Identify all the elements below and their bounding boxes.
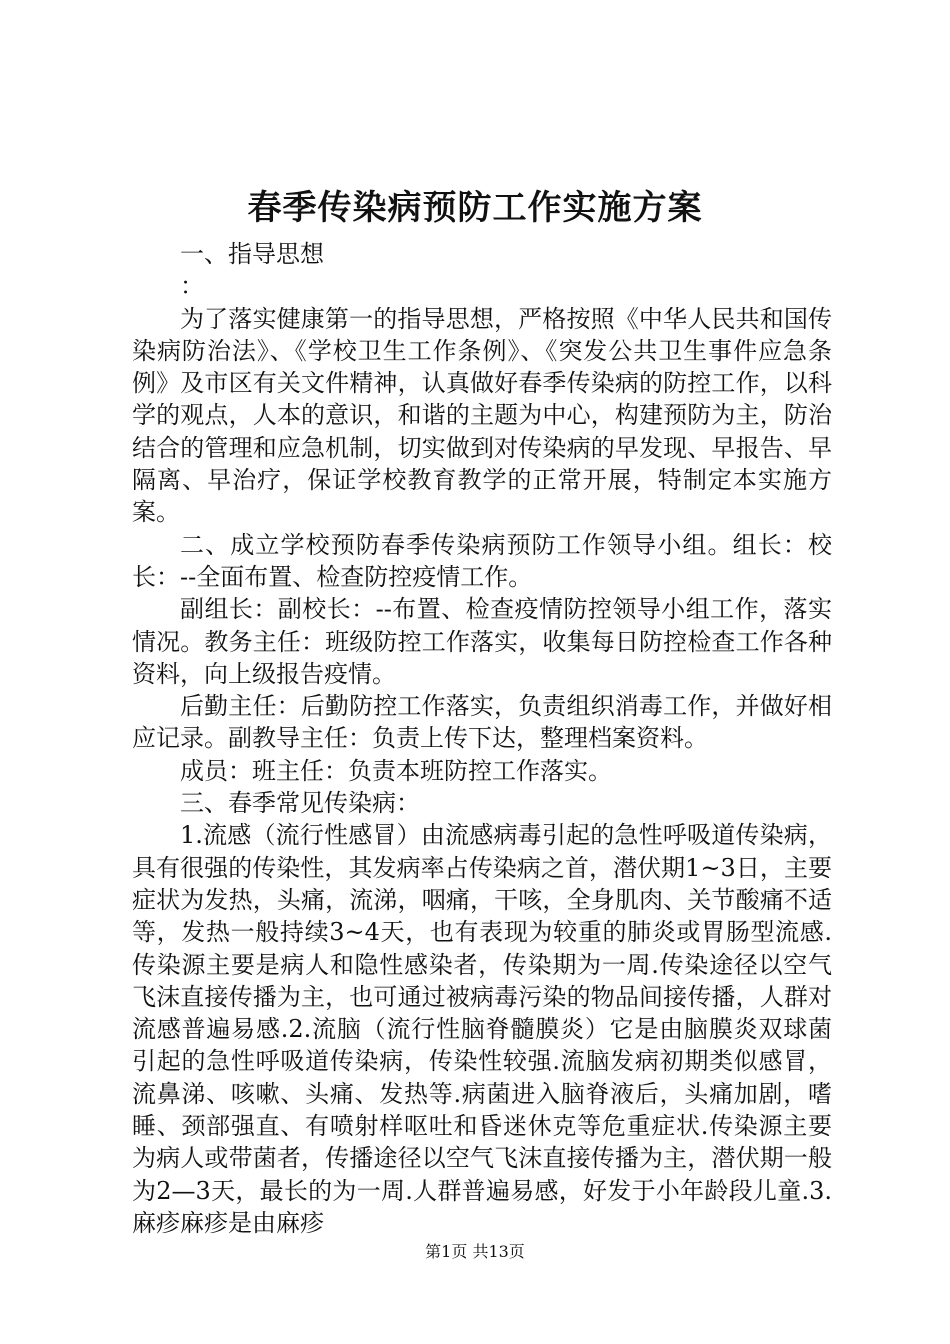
document-body [132,238,832,1239]
page-footer: 第1页 共13页 [425,1242,525,1261]
paragraph-logistics: 后勤主任：后勤防控工作落实，负责组织消毒工作，并做好相应记录。副教导主任：负责上传下达，整理档案资料。 [132,692,832,753]
paragraph-purpose: 为了落实健康第一的指导思想，严格按照《中华人民共和国传染病防治法》、《学校卫生工作条例》、《突发公共卫生事件应急条例》及市区有关文件精神，认真做好春季传染病的防控工作，以科学的观点，人本的意识，和谐的主题为中心，构建预防为主，防治结合的管理和应急机制，切实做到对传染病的早发现、早报告、早隔离、早治疗，保证学校教育教学的正常开展，特制定本实施方案。 [132,304,832,527]
section-heading-guiding-ideology: 一、指导思想 [180,240,324,268]
section-heading-common-diseases: 三、春季常见传染病： [180,789,420,818]
paragraph-members: 成员：班主任：负责本班防控工作落实。 [180,756,612,785]
paragraph-deputy-leader: 副组长：副校长：--布置、检查疫情防控领导小组工作，落实情况。教务主任：班级防控工作落实，收集每日防控检查工作各种资料，向上级报告疫情。 [132,595,832,688]
document-title: 春季传染病预防工作实施方案 [247,188,703,228]
stray-colon: ： [180,272,204,301]
paragraph-diseases-detail: 1.流感（流行性感冒）由流感病毒引起的急性呼吸道传染病，具有很强的传染性，其发病率占传染病之首，潜伏期1~3日，主要症状为发热，头痛，流涕，咽痛，干咳，全身肌肉、关节酸痛不适等，发热一般持续3~4天，也有表现为较重的肺炎或胃肠型流感.传染源主要是病人和隐性感染者，传染期为一周.传染途径以空气飞沫直接传播为主，也可通过被病毒污染的物品间接传播，人群对流感普遍易感.2.流脑（流行性脑脊髓膜炎）它是由脑膜炎双球菌引起的急性呼吸道传染病，传染性较强.流脑发病初期类似感冒，流鼻涕、咳嗽、头痛、发热等.病菌进入脑脊液后，头痛加剧，嗜睡、颈部强直、有喷射样呕吐和昏迷休克等危重症状.传染源主要为病人或带菌者，传播途径以空气飞沫直接传播为主，潜伏期一般为2—3天，最长的为一周.人群普遍易感，好发于小年龄段儿童.3.麻疹麻疹是由麻疹 [132,821,832,1237]
paragraph-leadership-group: 二、成立学校预防春季传染病预防工作领导小组。组长：校长：--全面布置、检查防控疫情工作。 [132,530,832,591]
